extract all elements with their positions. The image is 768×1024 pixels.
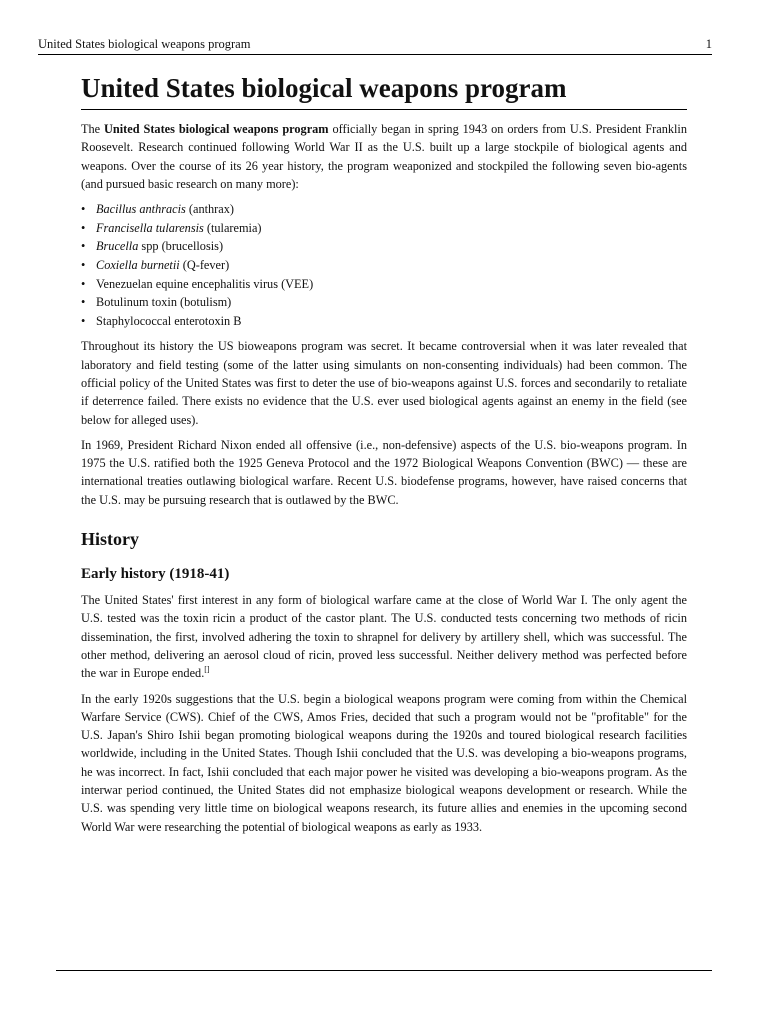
agent-scientific-name: Coxiella burnetii: [96, 257, 180, 272]
list-item: [81, 275, 687, 294]
lead-bold-term: United States biological weapons program: [104, 122, 329, 136]
agent-scientific-name: Francisella tularensis: [96, 220, 204, 235]
lead-rest: officially began in spring 1943 on orders from U.S. President Franklin Roosevelt. Research continued following World War II as the U.S. built up a large stockpile of biological agents and weapons. Over the course of its 26 year history, the program weaponized and stockpiled the following seven bio-agents (and pursued basic research on many more):: [81, 122, 687, 191]
agent-common-name: Venezuelan equine encephalitis virus (VEE): [96, 276, 314, 291]
footer-rule: [56, 970, 712, 971]
bullet-icon: •: [81, 239, 86, 254]
citation-link[interactable]: []: [204, 665, 210, 675]
bullet-icon: •: [81, 257, 86, 272]
bullet-icon: •: [81, 313, 86, 328]
agent-common-name: (Q-fever): [179, 257, 230, 272]
bullet-icon: •: [81, 220, 86, 235]
agent-common-name: (tularemia): [203, 220, 262, 235]
ricin-paragraph: [81, 591, 687, 682]
list-item: [81, 293, 687, 312]
bio-agent-list: [81, 200, 687, 330]
agent-common-name: Botulinum toxin (botulism): [96, 295, 232, 310]
early-history-heading: Early history (1918-41): [81, 566, 230, 583]
article-body: [81, 70, 687, 843]
history-heading: History: [81, 529, 139, 550]
lead-paragraph: [81, 120, 687, 193]
running-header-title: United States biological weapons program: [38, 37, 251, 51]
nixon-paragraph: In 1969, President Richard Nixon ended all offensive (i.e., non-defensive) aspects of the U.S. bio-weapons program. In 1975 the U.S. ratified both the 1925 Geneva Protocol and the 1972 Biological Weapons Convention (BWC) — these are international treaties outlawing biological warfare. Recent U.S. biodefense programs, however, have raised concerns that the U.S. may be pursuing research that is outlawed by the BWC.: [81, 437, 687, 507]
agent-scientific-name: Bacillus anthracis: [96, 202, 186, 217]
page-number: 1: [705, 37, 712, 51]
bullet-icon: •: [81, 276, 86, 291]
page-title: United States biological weapons program: [81, 70, 687, 110]
secrecy-paragraph: Throughout its history the US bioweapons program was secret. It became controversial when it was later revealed that laboratory and field testing (some of the latter using simulants on non-consenting individuals) had been common. The official policy of the United States was first to deter the use of bio-weapons against U.S. forces and secondarily to retaliate if deterrence failed. There exists no evidence that the U.S. ever used biological agents against an enemy in the field (see below for alleged uses).: [81, 339, 687, 427]
agent-common-name: Staphylococcal enterotoxin B: [96, 313, 242, 328]
agent-scientific-name: Brucella: [96, 239, 139, 254]
running-header: [38, 36, 712, 55]
agent-common-name: spp (brucellosis): [138, 239, 224, 254]
ricin-text: The United States' first interest in any form of biological warfare came at the close of World War I. The only agent the U.S. tested was the toxin ricin a product of the castor plant. The U.S. conducted tests concerning two methods of ricin dissemination, the first, involved adhering the toxin to shrapnel for delivery by artillery shell, which was successful. The other method, delivering an aerosol cloud of ricin, proved less successful. Neither delivery method was perfected before the war in Europe ended.: [81, 593, 687, 681]
bullet-icon: •: [81, 202, 86, 217]
lead-prefix: The: [81, 122, 105, 136]
bullet-icon: •: [81, 295, 86, 310]
interwar-paragraph: In the early 1920s suggestions that the U.S. begin a biological weapons program were coming from within the Chemical Warfare Service (CWS). Chief of the CWS, Amos Fries, decided that such a program would not be "profitable" for the U.S. Japan's Shiro Ishii began promoting biological weapons during the 1920s and toured biological research facilities worldwide, including in the United States. Though Ishii concluded that the U.S. was developing a bio-weapons programs, he was incorrect. In fact, Ishii concluded that each major power he visited was developing a bio-weapons program. As the interwar period continued, the United States did not emphasize biological weapons development or research. While the U.S. was spending very little time on biological weapons research, its future allies and enemies in the upcoming second World War were researching the potential of biological weapons as early as 1933.: [81, 691, 687, 834]
list-item: [81, 219, 687, 238]
agent-common-name: (anthrax): [185, 202, 234, 217]
list-item: [81, 200, 687, 219]
list-item: [81, 256, 687, 275]
list-item: [81, 312, 687, 331]
list-item: [81, 237, 687, 256]
